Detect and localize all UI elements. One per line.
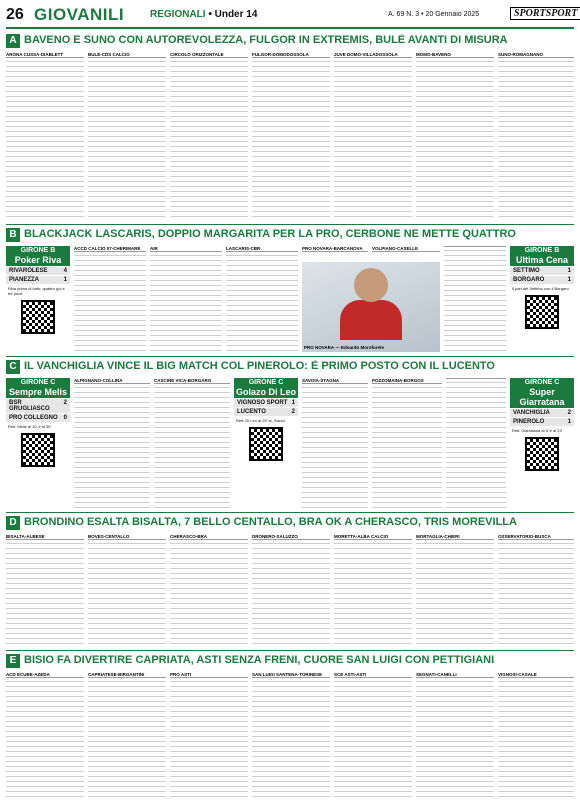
match-header: CAPRIATESE-BIRGANTINI — [88, 672, 166, 678]
team-score: 1 — [63, 277, 67, 283]
team-score: 2 — [63, 400, 67, 406]
box-title: Poker Riva — [6, 255, 70, 266]
team-score: 1 — [567, 419, 571, 425]
match-header: ARONA CUSSA-DIABLETT — [6, 52, 84, 58]
match-report — [302, 246, 368, 260]
match-report — [74, 378, 150, 508]
match-report — [416, 672, 494, 800]
box-title: Golazo Di Leo — [235, 387, 296, 397]
match-report — [252, 672, 330, 800]
sub-category: • Under 14 — [208, 9, 258, 20]
box-group-label: GIRONE B — [510, 246, 574, 255]
qr-code-icon — [21, 433, 55, 467]
score-row — [6, 276, 70, 284]
section-c-title — [6, 360, 574, 376]
section-divider — [6, 650, 574, 651]
match-report — [372, 246, 440, 260]
match-report — [88, 534, 166, 646]
header-rule — [6, 27, 574, 29]
match-header: CIRCOLO ORIZZONTALE — [170, 52, 248, 58]
match-report — [170, 52, 248, 220]
match-header: SAN LUIGI SANTENA-TORINESE — [252, 672, 330, 678]
score-row — [6, 414, 70, 422]
section-a-title — [6, 34, 574, 50]
box-group-label: GIRONE C — [510, 378, 574, 387]
qr-code-icon — [21, 300, 55, 334]
section-letter: D — [6, 516, 20, 530]
section-headline: BLACKJACK LASCARIS, DOPPIO MARGARITA PER LA PRO, CERBONE NE METTE QUATTRO — [24, 228, 516, 240]
box-title: Super Giarratana — [510, 387, 574, 408]
match-header: LASCARIS-CBR — [226, 246, 298, 252]
box-group-label: GIRONE B — [6, 246, 70, 255]
match-report — [226, 246, 298, 352]
match-report — [334, 534, 412, 646]
match-header: FULGOR-DOMODOSSOLA — [252, 52, 330, 58]
match-report — [150, 246, 222, 352]
team-score: 1 — [567, 268, 571, 274]
box-caption: Reti: Di Leo al 25' st, Sacco — [236, 418, 286, 423]
match-report — [498, 52, 574, 220]
score-row — [510, 276, 574, 284]
match-header: CASCINE VICA-BORGARO — [154, 378, 230, 384]
match-header: MORETTA-ALBA CALCIO — [334, 534, 412, 540]
match-report — [170, 672, 248, 800]
match-header: BULÈ-CDS CALCIO — [88, 52, 166, 58]
box-caption: Riva prima di tutto: quattro gol e tre punti — [8, 286, 65, 296]
page-number: 26 — [6, 6, 24, 23]
score-row — [510, 409, 574, 417]
box-group-label: GIRONE C — [6, 378, 70, 387]
match-report — [6, 52, 84, 220]
qr-code-icon — [525, 295, 559, 329]
team-name: BSR GRUGLIASCO — [9, 400, 50, 412]
match-report — [6, 534, 84, 646]
match-report — [154, 378, 230, 508]
photo-caption: PRO NOVARA — Edoardo Moroforete — [304, 345, 385, 350]
match-header: SEGNATI-CANELLI — [416, 672, 494, 678]
match-report — [334, 672, 412, 800]
team-name: PINEROLO — [513, 419, 545, 425]
match-report — [252, 52, 330, 220]
team-name: VIGNOSO SPORT — [237, 400, 288, 406]
match-header: MOMO-BAVENO — [416, 52, 494, 58]
score-row — [234, 408, 298, 416]
section-headline: BRONDINO ESALTA BISALTA, 7 BELLO CENTALLO, BRA OK A CHERASCO, TRIS MOREVILLA — [24, 516, 517, 528]
match-report — [372, 378, 442, 508]
match-header: PRO ASTI — [170, 672, 248, 678]
match-report — [416, 534, 494, 646]
box-caption: Reti: Melis al 10' e al 30' — [8, 424, 52, 429]
team-score: 2 — [567, 410, 571, 416]
team-name: RIVAROLESE — [9, 268, 48, 274]
team-score: 2 — [291, 409, 295, 415]
team-score: 0 — [63, 415, 67, 421]
match-header: VOLPIANO-CASELLE — [372, 246, 440, 252]
section-headline: IL VANCHIGLIA VINCE IL BIG MATCH COL PINEROLO: È PRIMO POSTO CON IL LUCENTO — [24, 360, 495, 372]
match-header: DRONERO-SALUZZO — [252, 534, 330, 540]
match-header: AIR — [150, 246, 222, 252]
score-box — [510, 378, 574, 471]
match-report — [444, 246, 506, 352]
sub-label: REGIONALI — [150, 9, 206, 20]
team-name: LUCENTO — [237, 409, 266, 415]
score-row — [510, 418, 574, 426]
score-row — [6, 399, 70, 413]
match-header: MORTAGLIA-CHIERI — [416, 534, 494, 540]
match-report — [88, 52, 166, 220]
match-header: ACD ECUBE-AZEDA — [6, 672, 84, 678]
team-name: PRO COLLEGNO — [9, 415, 58, 421]
team-score: 4 — [63, 268, 67, 274]
score-box — [6, 246, 70, 334]
score-box — [510, 246, 574, 329]
section-letter: C — [6, 360, 20, 374]
match-report — [170, 534, 248, 646]
match-report — [88, 672, 166, 800]
match-report — [252, 534, 330, 646]
issue-info: A. 69 N. 3 • 20 Gennaio 2025 — [388, 11, 480, 18]
section-letter: B — [6, 228, 20, 242]
score-row — [6, 267, 70, 275]
match-header: VIGNOSI-CASALE — [498, 672, 574, 678]
section-divider — [6, 224, 574, 225]
match-report — [334, 52, 412, 220]
match-report — [498, 534, 574, 646]
section-headline: BAVENO E SUNO CON AUTOREVOLEZZA, FULGOR IN EXTREMIS, BULÈ AVANTI DI MISURA — [24, 34, 508, 46]
box-title: Sempre Melis — [6, 387, 70, 398]
match-header: SUNO-ROMAGNANO — [498, 52, 574, 58]
match-report — [6, 672, 84, 800]
match-header: JUVE DOMO-VILLADOSSOLA — [334, 52, 412, 58]
team-score: 1 — [291, 400, 295, 406]
match-header: ALPIGNANO-COLLINA — [74, 378, 150, 384]
section-divider — [6, 512, 574, 513]
newspaper-logo: SPORTSPORT — [510, 7, 580, 20]
section-d-title — [6, 516, 574, 532]
match-header: SAVOIA-STAGNA — [302, 378, 368, 384]
team-name: PIANEZZA — [9, 277, 39, 283]
box-group-label: GIRONE C — [234, 378, 298, 387]
match-header: OSSERVATORIO-BUSCA — [498, 534, 574, 540]
section-letter: E — [6, 654, 20, 668]
section-subtitle — [150, 9, 257, 20]
player-photo — [302, 262, 440, 352]
section-headline: BISIO FA DIVERTIRE CAPRIATA, ASTI SENZA FRENI, CUORE SAN LUIGI CON PETTIGIANI — [24, 654, 495, 666]
score-box — [234, 378, 298, 461]
match-header: POZZOMAINA-BORGOS — [372, 378, 442, 384]
match-report — [74, 246, 146, 352]
score-row — [234, 399, 298, 407]
section-title: GIOVANILI — [34, 5, 125, 24]
section-e-title — [6, 654, 574, 670]
match-report — [416, 52, 494, 220]
section-divider — [6, 356, 574, 357]
match-header: SCE ASTI-ASTI — [334, 672, 412, 678]
match-report — [498, 672, 574, 800]
qr-code-icon — [525, 437, 559, 471]
match-report — [302, 378, 368, 508]
box-caption: Reti: Giarratana al 5' e al 23' — [512, 428, 563, 433]
box-caption: Il pari del Settimo con il Borgaro — [512, 286, 569, 291]
score-row — [510, 267, 574, 275]
match-header: BOVES-CENTALLO — [88, 534, 166, 540]
box-title: Ultima Cena — [510, 255, 574, 266]
score-box — [6, 378, 70, 467]
section-b-title — [6, 228, 574, 244]
team-name: BORGARO — [513, 277, 545, 283]
match-header: ACCD CALCIO 07-CHERIMARE — [74, 246, 146, 252]
team-score: 1 — [567, 277, 571, 283]
team-name: VANCHIGLIA — [513, 410, 550, 416]
match-report — [446, 378, 506, 508]
match-header: PRO NOVARA-BARCANOVA — [302, 246, 368, 252]
qr-code-icon — [249, 427, 283, 461]
match-header: BISALTA-ALBESE — [6, 534, 84, 540]
team-name: SETTIMO — [513, 268, 540, 274]
section-letter: A — [6, 34, 20, 48]
match-header: CHERASCO-BRA — [170, 534, 248, 540]
page-header — [0, 0, 580, 30]
